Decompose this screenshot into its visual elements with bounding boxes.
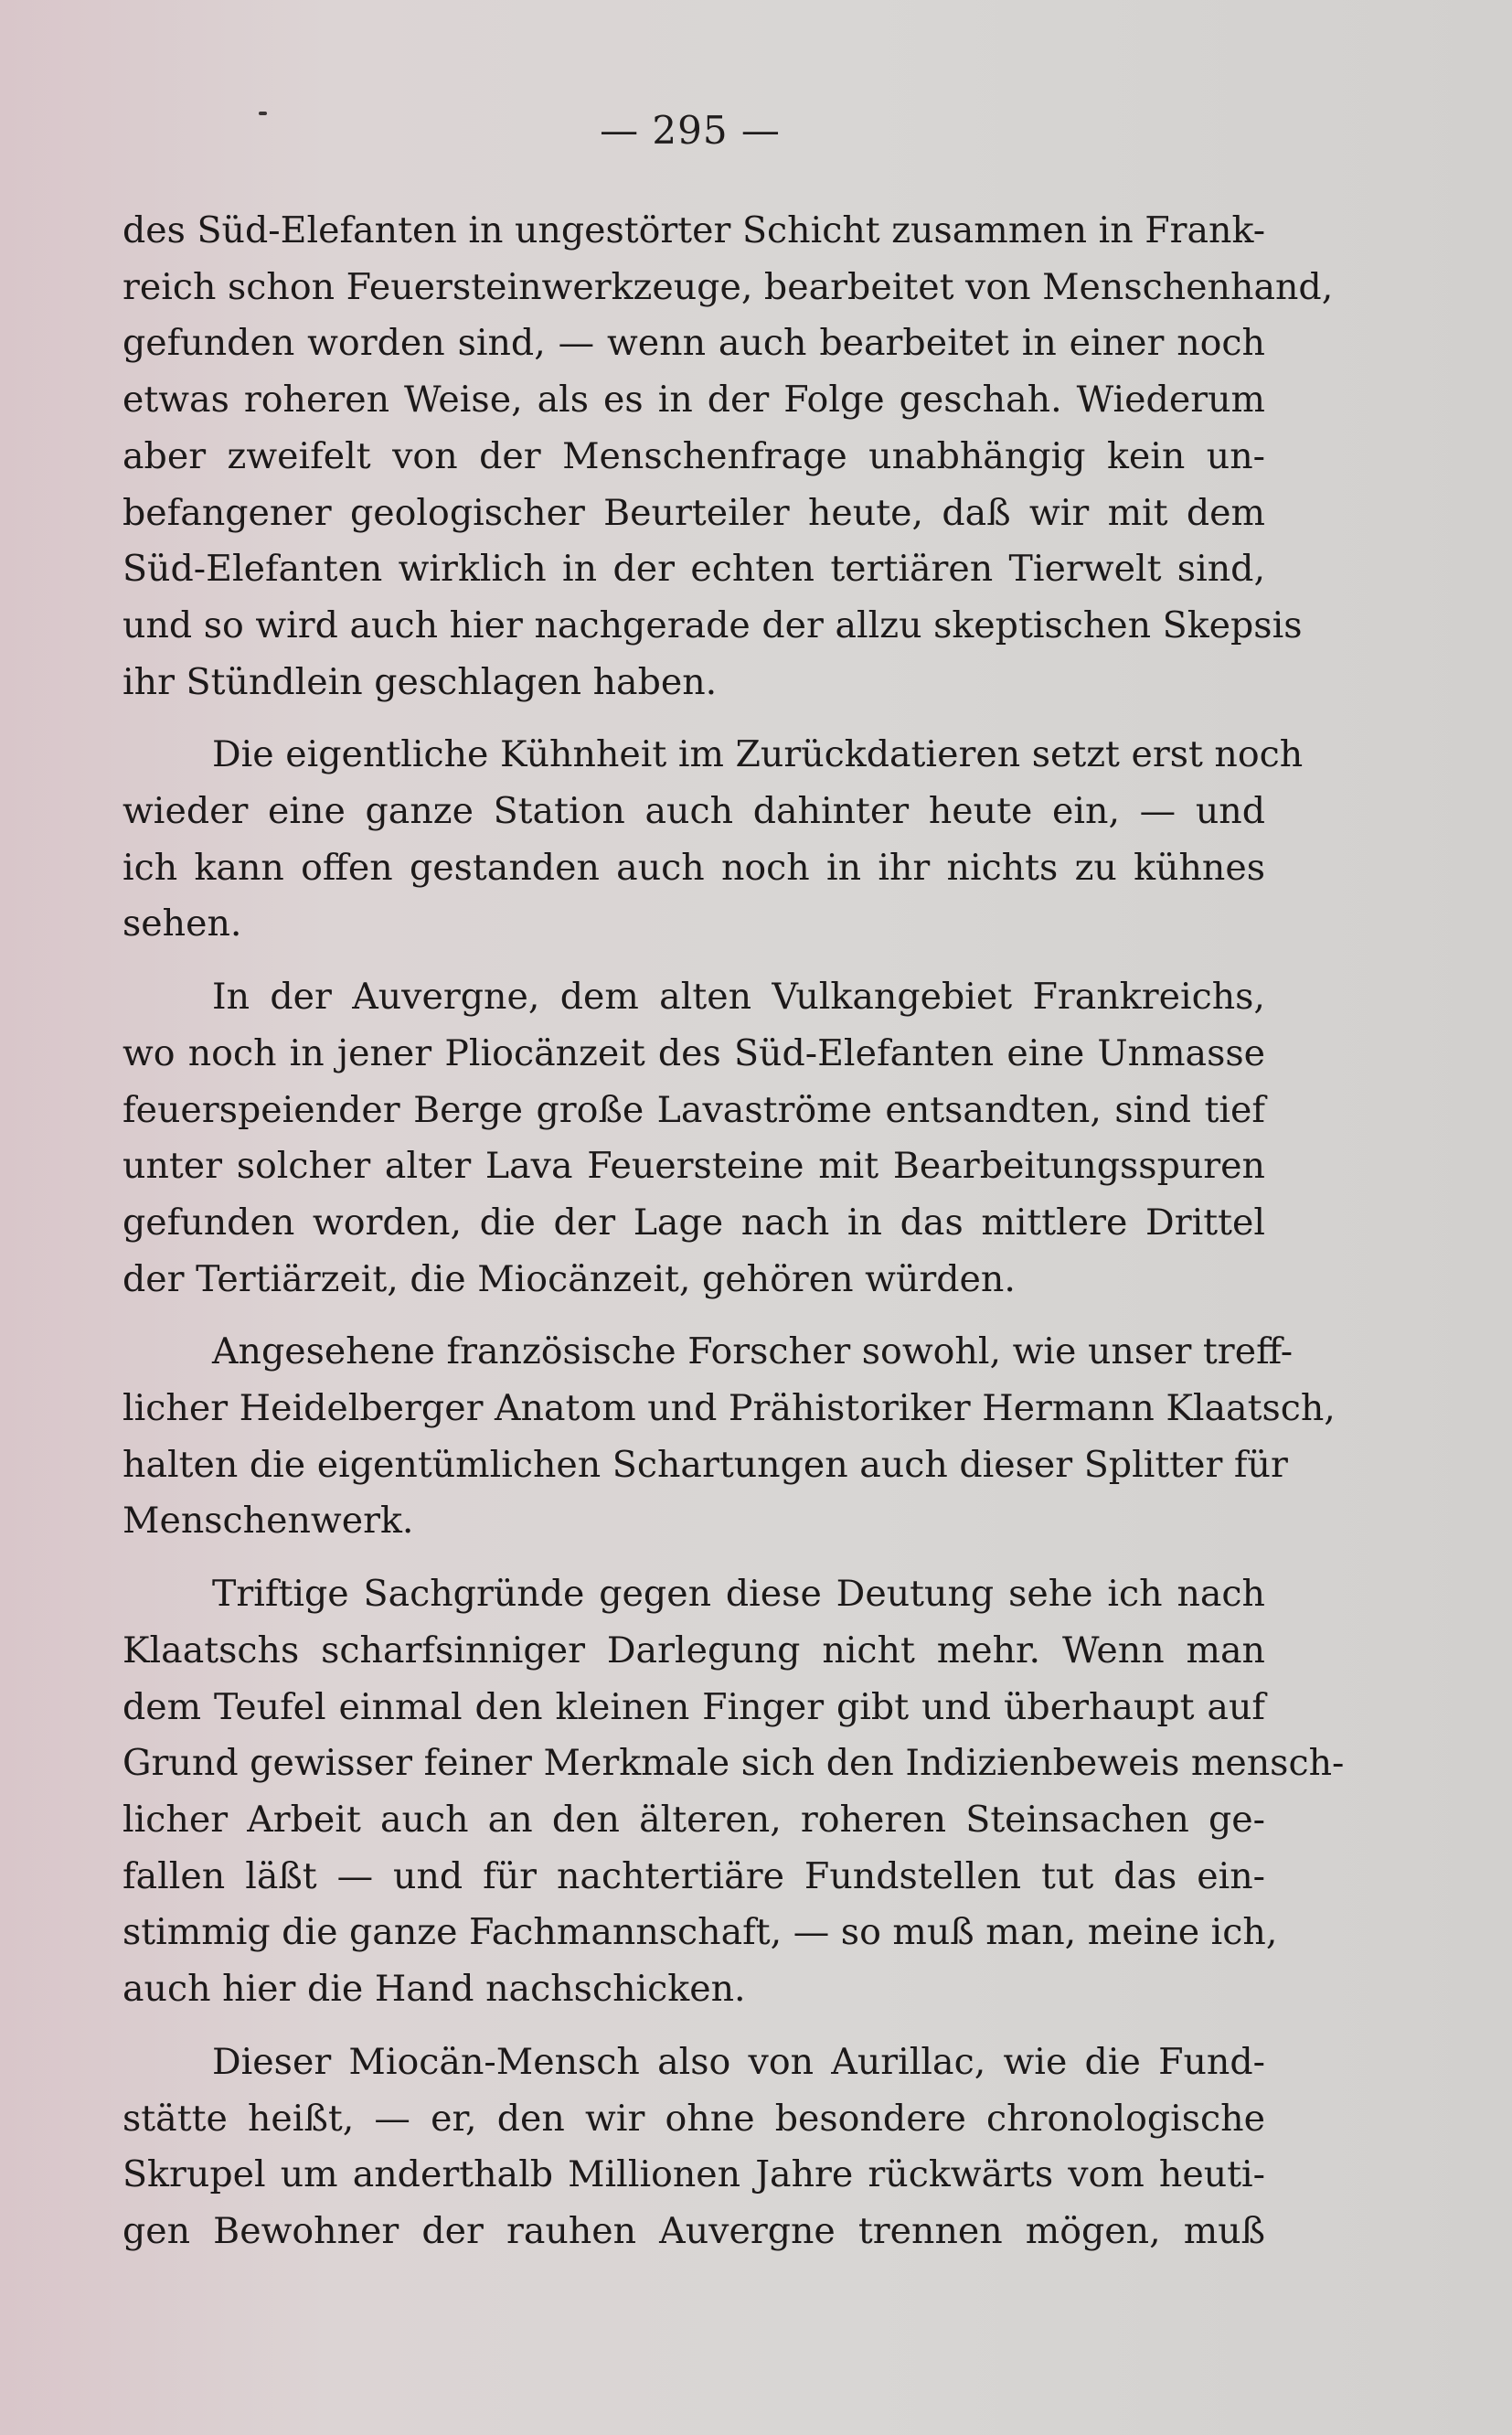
paragraph bbox=[122, 727, 1304, 953]
text-line: der Tertiärzeit, die Miocänzeit, gehören würden. bbox=[122, 1257, 1016, 1300]
text-line: gen Bewohner der rauhen Auvergne trennen mögen, muß bbox=[122, 2209, 1265, 2252]
text-line: dem Teufel einmal den kleinen Finger gibt und überhaupt auf bbox=[122, 1685, 1265, 1728]
body-text bbox=[122, 203, 1345, 2260]
text-line: Skrupel um anderthalb Millionen Jahre rückwärts vom heuti- bbox=[122, 2153, 1265, 2196]
text-line: stätte heißt, — er, den wir ohne besondere chronologische bbox=[122, 2097, 1265, 2140]
text-line: licher Heidelberger Anatom und Prähistoriker Hermann Klaatsch, bbox=[122, 1387, 1336, 1430]
text-line: befangener geologischer Beurteiler heute, daß wir mit dem bbox=[122, 491, 1265, 534]
text-line: wo noch in jener Pliocänzeit des Süd-Elefanten eine Unmasse bbox=[122, 1031, 1265, 1074]
text-line: auch hier die Hand nachschicken. bbox=[122, 1968, 746, 2011]
text-line: reich schon Feuersteinwerkzeuge, bearbeitet von Menschenhand, bbox=[122, 265, 1334, 308]
text-line: Klaatschs scharfsinniger Darlegung nicht mehr. Wenn man bbox=[122, 1629, 1265, 1671]
text-line: wieder eine ganze Station auch dahinter heute ein, — und bbox=[122, 790, 1265, 833]
text-line: gefunden worden, die der Lage nach in das mittlere Drittel bbox=[122, 1201, 1265, 1244]
text-line: Dieser Miocän-Mensch also von Aurillac, wie die Fund- bbox=[212, 2040, 1265, 2083]
text-line: gefunden worden sind, — wenn auch bearbeitet in einer noch bbox=[122, 322, 1265, 365]
text-line: licher Arbeit auch an den älteren, roheren Steinsachen ge- bbox=[122, 1798, 1265, 1841]
text-line: Grund gewisser feiner Merkmale sich den Indizienbeweis mensch- bbox=[122, 1742, 1345, 1785]
text-line: feuerspeiender Berge große Lavaströme entsandten, sind tief bbox=[122, 1088, 1265, 1131]
text-line: In der Auvergne, dem alten Vulkangebiet Frankreichs, bbox=[212, 976, 1265, 1019]
text-line: und so wird auch hier nachgerade der allzu skeptischen Skepsis bbox=[122, 603, 1303, 646]
text-line: aber zweifelt von der Menschenfrage unabhängig kein un- bbox=[122, 434, 1265, 477]
text-line: ich kann offen gestanden auch noch in ihr nichts zu kühnes bbox=[122, 846, 1265, 889]
paragraph bbox=[122, 969, 1265, 1308]
paragraph bbox=[122, 2035, 1265, 2260]
page-number: — 295 — bbox=[600, 108, 781, 153]
text-line: fallen läßt — und für nachtertiäre Fundstellen tut das ein- bbox=[122, 1854, 1265, 1897]
text-line: Triftige Sachgründe gegen diese Deutung sehe ich nach bbox=[212, 1573, 1265, 1616]
text-line: ihr Stündlein geschlagen haben. bbox=[122, 660, 718, 703]
text-line: Die eigentliche Kühnheit im Zurückdatieren setzt erst noch bbox=[212, 733, 1304, 776]
text-line: des Süd-Elefanten in ungestörter Schicht zusammen in Frank- bbox=[122, 209, 1266, 251]
paragraph bbox=[122, 1324, 1336, 1550]
text-line: stimmig die ganze Fachmannschaft, — so muß man, meine ich, bbox=[122, 1911, 1278, 1954]
text-line: etwas roheren Weise, als es in der Folge geschah. Wiederum bbox=[122, 379, 1265, 422]
text-line: sehen. bbox=[122, 902, 242, 945]
text-line: Menschenwerk. bbox=[122, 1500, 414, 1543]
paragraph bbox=[122, 1566, 1345, 2018]
text-line: unter solcher alter Lava Feuersteine mit Bearbeitungsspuren bbox=[122, 1145, 1265, 1188]
paragraph bbox=[122, 203, 1334, 710]
text-line: Angesehene französische Forscher sowohl, wie unser treff- bbox=[212, 1330, 1294, 1373]
text-line: Süd-Elefanten wirklich in der echten tertiären Tierwelt sind, bbox=[122, 548, 1265, 591]
text-line: halten die eigentümlichen Schartungen auch dieser Splitter für bbox=[122, 1443, 1288, 1486]
